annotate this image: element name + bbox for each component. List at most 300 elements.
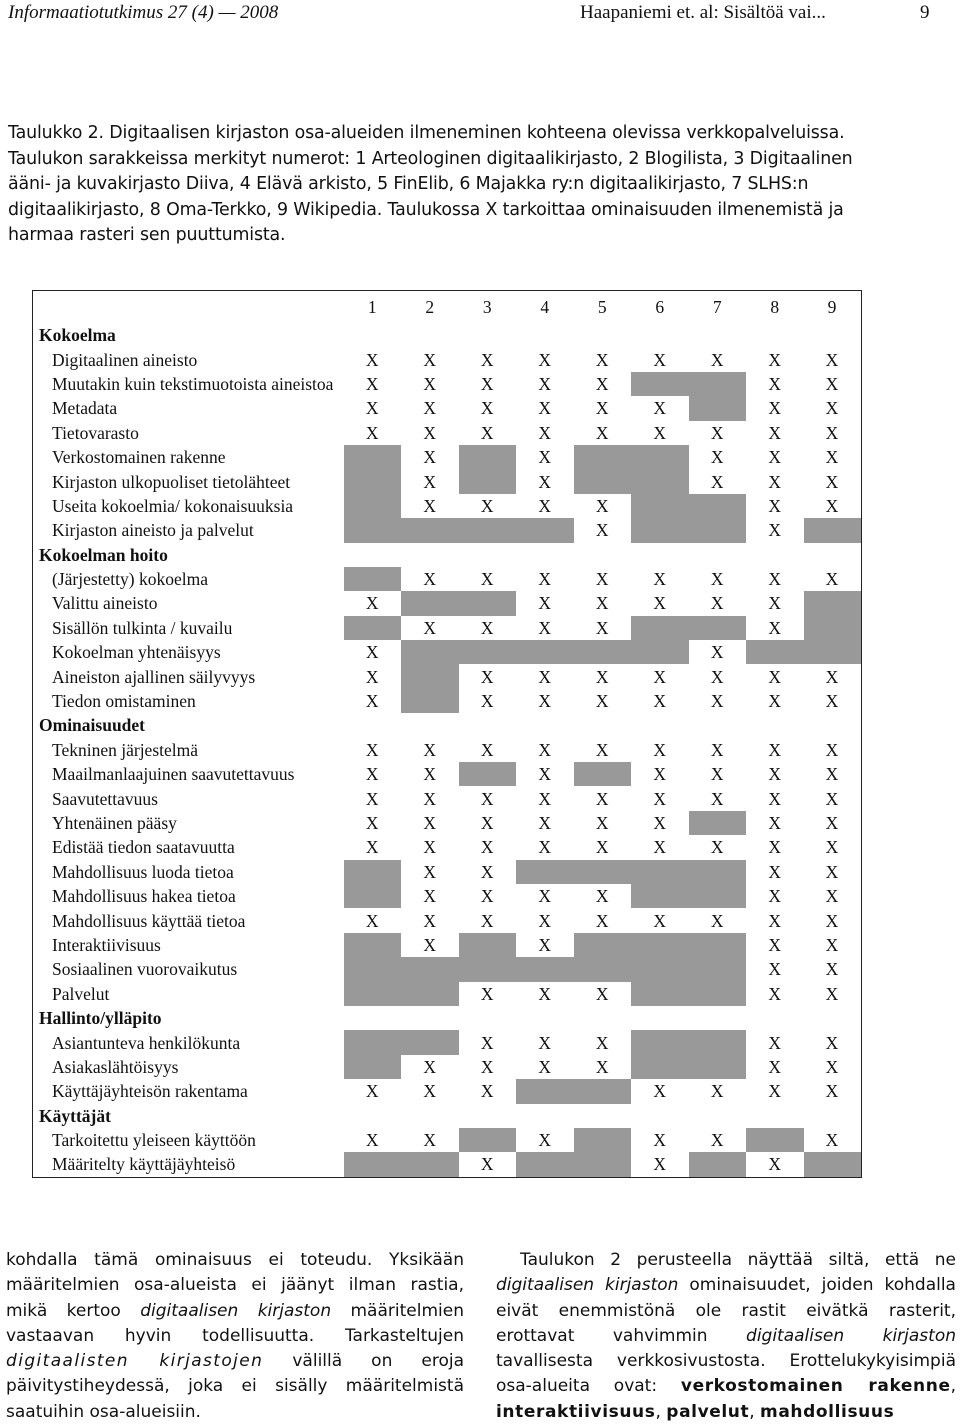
- present-cell: X: [710, 666, 724, 687]
- row-label: Tietovarasto: [52, 422, 139, 443]
- table-row: [33, 518, 862, 542]
- present-cell: X: [825, 1032, 839, 1053]
- absent-cell: [631, 616, 689, 640]
- absent-cell: [344, 469, 402, 493]
- absent-cell: [574, 1128, 632, 1152]
- present-cell: X: [653, 910, 667, 931]
- present-cell: X: [538, 886, 552, 907]
- section-header-row: [33, 1006, 862, 1030]
- present-cell: X: [825, 983, 839, 1004]
- column-number: 3: [482, 297, 492, 317]
- present-cell: X: [710, 642, 724, 663]
- caption-line: Taulukon sarakkeissa merkityt numerot: 1 Arteologinen digitaalikirjasto, 2 Blogilista, 3 Digitaalinen: [8, 148, 853, 169]
- present-cell: X: [653, 1130, 667, 1151]
- present-cell: X: [365, 398, 379, 419]
- present-cell: X: [423, 398, 437, 419]
- absent-cell: [631, 372, 689, 396]
- absent-cell: [344, 982, 402, 1006]
- present-cell: X: [825, 373, 839, 394]
- absent-cell: [459, 762, 517, 786]
- absent-cell: [804, 616, 862, 640]
- present-cell: X: [480, 788, 494, 809]
- present-cell: X: [480, 373, 494, 394]
- present-cell: X: [423, 813, 437, 833]
- column-number: 6: [655, 297, 665, 317]
- table-row: [33, 396, 862, 420]
- present-cell: X: [538, 666, 552, 687]
- absent-cell: [689, 1055, 747, 1079]
- absent-cell: [401, 664, 459, 688]
- right-paragraph: Taulukon 2 perusteella näyttää siltä, että ne digitaalisen kirjaston ominaisuudet, joiden kohdalla eivät enemmistönä ole rastit eivätkä rasterit, erottavat vahvimmin digitaalisen kirjaston tavallisesta verkkosivustosta. Erottelukykyisimpiä osa-alueita ovat: verkostomainen rakenne, interaktiivisuus, palvelut, mahdollisuus: [496, 1250, 956, 1422]
- caption-line: harmaa rasteri sen puuttumista.: [8, 225, 286, 245]
- column-number: 4: [540, 297, 550, 317]
- row-label: Tiedon omistaminen: [52, 691, 196, 712]
- row-label: Interaktiivisuus: [52, 934, 161, 955]
- present-cell: X: [595, 788, 609, 809]
- row-label: Mahdollisuus luoda tietoa: [52, 861, 234, 882]
- row-label: Kirjaston ulkopuoliset tietolähteet: [52, 471, 291, 492]
- present-cell: X: [768, 520, 782, 541]
- present-cell: X: [825, 910, 839, 931]
- present-cell: X: [480, 349, 494, 370]
- present-cell: X: [768, 373, 782, 394]
- present-cell: X: [480, 861, 494, 882]
- present-cell: X: [595, 617, 609, 638]
- column-number: 2: [425, 297, 435, 317]
- present-cell: X: [710, 837, 724, 858]
- feature-table: [32, 290, 862, 1178]
- present-cell: X: [710, 569, 724, 590]
- absent-cell: [689, 372, 747, 396]
- section-header-row: [33, 543, 862, 567]
- present-cell: X: [825, 813, 839, 833]
- table-row: [33, 469, 862, 493]
- present-cell: X: [768, 1032, 782, 1053]
- row-label: Mahdollisuus käyttää tietoa: [52, 910, 246, 931]
- present-cell: X: [825, 569, 839, 590]
- absent-cell: [574, 957, 632, 981]
- present-cell: X: [595, 886, 609, 907]
- table-row: [33, 738, 862, 762]
- section-title: Kokoelman hoito: [39, 544, 168, 565]
- present-cell: X: [480, 886, 494, 907]
- present-cell: X: [825, 691, 839, 712]
- present-cell: X: [653, 349, 667, 370]
- absent-cell: [516, 1079, 574, 1103]
- absent-cell: [574, 1152, 632, 1177]
- present-cell: X: [653, 422, 667, 443]
- absent-cell: [459, 640, 517, 664]
- absent-cell: [574, 860, 632, 884]
- present-cell: X: [825, 788, 839, 809]
- present-cell: X: [538, 422, 552, 443]
- row-label: Maailmanlaajuinen saavutettavuus: [52, 764, 295, 785]
- present-cell: X: [768, 861, 782, 882]
- present-cell: X: [538, 788, 552, 809]
- present-cell: X: [595, 739, 609, 760]
- present-cell: X: [595, 910, 609, 931]
- row-label: Aineiston ajallinen säilyvyys: [52, 666, 256, 687]
- absent-cell: [344, 494, 402, 518]
- row-label: Digitaalinen aineisto: [52, 349, 198, 370]
- section-header-row: [33, 713, 862, 737]
- header-spacer: [33, 291, 344, 324]
- absent-cell: [574, 933, 632, 957]
- present-cell: X: [480, 666, 494, 687]
- present-cell: X: [653, 569, 667, 590]
- present-cell: X: [480, 569, 494, 590]
- row-label: Edistää tiedon saatavuutta: [52, 837, 235, 858]
- table-row: [33, 591, 862, 615]
- present-cell: X: [538, 910, 552, 931]
- present-cell: X: [480, 1056, 494, 1077]
- present-cell: X: [423, 447, 437, 468]
- present-cell: X: [538, 617, 552, 638]
- present-cell: X: [768, 837, 782, 858]
- row-label: Asiantunteva henkilökunta: [52, 1032, 241, 1053]
- present-cell: X: [768, 983, 782, 1004]
- present-cell: X: [768, 569, 782, 590]
- present-cell: X: [825, 471, 839, 492]
- section-title: Käyttäjät: [39, 1105, 111, 1126]
- present-cell: X: [480, 422, 494, 443]
- table-row: [33, 640, 862, 664]
- absent-cell: [516, 957, 574, 981]
- absent-cell: [631, 884, 689, 908]
- row-label: Sosiaalinen vuorovaikutus: [52, 959, 238, 980]
- present-cell: X: [480, 837, 494, 858]
- present-cell: X: [595, 983, 609, 1004]
- absent-cell: [459, 1128, 517, 1152]
- present-cell: X: [825, 959, 839, 980]
- present-cell: X: [825, 422, 839, 443]
- author-header: Haapaniemi et. al: Sisältöä vai...: [580, 2, 826, 23]
- present-cell: X: [423, 739, 437, 760]
- absent-cell: [516, 1152, 574, 1177]
- table-row: [33, 786, 862, 810]
- table-row: [33, 616, 862, 640]
- present-cell: X: [825, 934, 839, 955]
- present-cell: X: [595, 593, 609, 614]
- absent-cell: [631, 640, 689, 664]
- table-row: [33, 835, 862, 859]
- present-cell: X: [480, 495, 494, 516]
- absent-cell: [746, 640, 804, 664]
- present-cell: X: [653, 739, 667, 760]
- body-text-left: [6, 1248, 464, 1425]
- table-row: [33, 811, 862, 835]
- present-cell: X: [710, 422, 724, 443]
- present-cell: X: [653, 691, 667, 712]
- table-row: [33, 933, 862, 957]
- absent-cell: [631, 1030, 689, 1054]
- present-cell: X: [768, 886, 782, 907]
- absent-cell: [689, 884, 747, 908]
- present-cell: X: [480, 813, 494, 833]
- table-row: [33, 567, 862, 591]
- absent-cell: [631, 957, 689, 981]
- present-cell: X: [595, 398, 609, 419]
- present-cell: X: [423, 569, 437, 590]
- present-cell: X: [825, 349, 839, 370]
- present-cell: X: [710, 764, 724, 785]
- absent-cell: [804, 591, 862, 615]
- present-cell: X: [825, 398, 839, 419]
- section-header-row: [33, 323, 862, 347]
- row-label: Tekninen järjestelmä: [52, 739, 199, 760]
- present-cell: X: [710, 691, 724, 712]
- present-cell: X: [538, 569, 552, 590]
- present-cell: X: [595, 495, 609, 516]
- present-cell: X: [768, 813, 782, 833]
- absent-cell: [344, 1055, 402, 1079]
- present-cell: X: [423, 373, 437, 394]
- present-cell: X: [538, 471, 552, 492]
- present-cell: X: [710, 788, 724, 809]
- absent-cell: [689, 860, 747, 884]
- absent-cell: [689, 396, 747, 420]
- row-label: Useita kokoelmia/ kokonaisuuksia: [52, 495, 294, 516]
- absent-cell: [401, 982, 459, 1006]
- present-cell: X: [423, 788, 437, 809]
- section-filler: [344, 1006, 862, 1030]
- present-cell: X: [653, 666, 667, 687]
- table-row: [33, 884, 862, 908]
- present-cell: X: [538, 447, 552, 468]
- column-number: 8: [770, 297, 780, 317]
- present-cell: X: [653, 788, 667, 809]
- table-row: [33, 1128, 862, 1152]
- present-cell: X: [595, 1032, 609, 1053]
- section-filler: [344, 543, 862, 567]
- present-cell: X: [423, 1081, 437, 1102]
- absent-cell: [631, 860, 689, 884]
- present-cell: X: [538, 1032, 552, 1053]
- present-cell: X: [365, 422, 379, 443]
- absent-cell: [344, 518, 402, 542]
- present-cell: X: [825, 739, 839, 760]
- present-cell: X: [480, 617, 494, 638]
- section-title: Hallinto/ylläpito: [39, 1008, 162, 1029]
- present-cell: X: [825, 837, 839, 858]
- present-cell: X: [365, 349, 379, 370]
- present-cell: X: [768, 349, 782, 370]
- present-cell: X: [365, 691, 379, 712]
- present-cell: X: [423, 764, 437, 785]
- section-filler: [344, 1104, 862, 1128]
- present-cell: X: [423, 349, 437, 370]
- present-cell: X: [365, 764, 379, 785]
- present-cell: X: [825, 886, 839, 907]
- present-cell: X: [768, 422, 782, 443]
- absent-cell: [401, 518, 459, 542]
- table-row: [33, 982, 862, 1006]
- table-row: [33, 664, 862, 688]
- present-cell: X: [653, 837, 667, 858]
- section-filler: [344, 713, 862, 737]
- present-cell: X: [768, 788, 782, 809]
- row-label: Kirjaston aineisto ja palvelut: [52, 520, 254, 541]
- column-number: 7: [712, 297, 722, 317]
- present-cell: X: [480, 910, 494, 931]
- row-label: (Järjestetty) kokoelma: [52, 569, 208, 590]
- present-cell: X: [768, 666, 782, 687]
- present-cell: X: [653, 593, 667, 614]
- present-cell: X: [423, 837, 437, 858]
- present-cell: X: [365, 593, 379, 614]
- row-label: Metadata: [52, 398, 118, 419]
- caption-line: digitaalikirjasto, 8 Oma-Terkko, 9 Wikipedia. Taulukossa X tarkoittaa ominaisuuden ilmenemistä ja: [8, 199, 844, 220]
- absent-cell: [459, 957, 517, 981]
- column-number: 9: [827, 297, 837, 317]
- present-cell: X: [365, 739, 379, 760]
- absent-cell: [516, 640, 574, 664]
- row-label: Yhtenäinen pääsy: [52, 813, 177, 833]
- absent-cell: [401, 689, 459, 713]
- absent-cell: [401, 591, 459, 615]
- present-cell: X: [423, 1130, 437, 1151]
- absent-cell: [689, 518, 747, 542]
- body-text-right: [496, 1248, 956, 1425]
- present-cell: X: [538, 398, 552, 419]
- present-cell: X: [825, 447, 839, 468]
- present-cell: X: [710, 447, 724, 468]
- present-cell: X: [768, 691, 782, 712]
- section-filler: [344, 323, 862, 347]
- present-cell: X: [423, 495, 437, 516]
- present-cell: X: [538, 739, 552, 760]
- absent-cell: [689, 494, 747, 518]
- present-cell: X: [653, 1154, 667, 1175]
- present-cell: X: [480, 398, 494, 419]
- table-row: [33, 1152, 862, 1177]
- absent-cell: [631, 469, 689, 493]
- present-cell: X: [365, 666, 379, 687]
- present-cell: X: [538, 1056, 552, 1077]
- table-row: [33, 908, 862, 932]
- present-cell: X: [595, 520, 609, 541]
- present-cell: X: [423, 617, 437, 638]
- absent-cell: [401, 640, 459, 664]
- table-row: [33, 762, 862, 786]
- present-cell: X: [538, 813, 552, 833]
- absent-cell: [631, 1055, 689, 1079]
- table-row: [33, 957, 862, 981]
- absent-cell: [344, 860, 402, 884]
- row-label: Määritelty käyttäjäyhteisö: [52, 1154, 236, 1175]
- present-cell: X: [825, 1056, 839, 1077]
- present-cell: X: [595, 666, 609, 687]
- present-cell: X: [423, 934, 437, 955]
- present-cell: X: [595, 813, 609, 833]
- absent-cell: [574, 445, 632, 469]
- present-cell: X: [595, 837, 609, 858]
- present-cell: X: [595, 373, 609, 394]
- absent-cell: [344, 1030, 402, 1054]
- absent-cell: [689, 1152, 747, 1177]
- present-cell: X: [710, 593, 724, 614]
- section-header-row: [33, 1104, 862, 1128]
- absent-cell: [344, 445, 402, 469]
- absent-cell: [746, 1128, 804, 1152]
- present-cell: X: [365, 373, 379, 394]
- table-row: [33, 689, 862, 713]
- table-row: [33, 372, 862, 396]
- present-cell: X: [595, 1056, 609, 1077]
- present-cell: X: [768, 593, 782, 614]
- journal-header: Informaatiotutkimus 27 (4) — 2008: [8, 2, 279, 23]
- present-cell: X: [365, 788, 379, 809]
- present-cell: X: [480, 739, 494, 760]
- row-label: Tarkoitettu yleiseen käyttöön: [52, 1130, 256, 1151]
- absent-cell: [689, 1030, 747, 1054]
- present-cell: X: [365, 1081, 379, 1102]
- present-cell: X: [825, 861, 839, 882]
- absent-cell: [689, 982, 747, 1006]
- absent-cell: [631, 445, 689, 469]
- present-cell: X: [653, 398, 667, 419]
- present-cell: X: [423, 471, 437, 492]
- absent-cell: [689, 957, 747, 981]
- present-cell: X: [768, 617, 782, 638]
- present-cell: X: [538, 1130, 552, 1151]
- present-cell: X: [768, 1154, 782, 1175]
- absent-cell: [574, 640, 632, 664]
- row-label: Muutakin kuin tekstimuotoista aineistoa: [52, 373, 334, 394]
- absent-cell: [344, 1152, 402, 1177]
- present-cell: X: [595, 569, 609, 590]
- row-label: Mahdollisuus hakea tietoa: [52, 886, 236, 907]
- absent-cell: [459, 933, 517, 957]
- present-cell: X: [653, 813, 667, 833]
- present-cell: X: [768, 1056, 782, 1077]
- absent-cell: [459, 591, 517, 615]
- absent-cell: [344, 567, 402, 591]
- row-label: Saavutettavuus: [52, 788, 158, 809]
- absent-cell: [344, 616, 402, 640]
- present-cell: X: [768, 398, 782, 419]
- present-cell: X: [710, 739, 724, 760]
- absent-cell: [516, 860, 574, 884]
- absent-cell: [344, 884, 402, 908]
- column-header-row: [33, 291, 862, 324]
- absent-cell: [689, 933, 747, 957]
- present-cell: X: [768, 739, 782, 760]
- present-cell: X: [423, 886, 437, 907]
- section-title: Kokoelma: [39, 325, 116, 346]
- absent-cell: [401, 1030, 459, 1054]
- table-row: [33, 1079, 862, 1103]
- absent-cell: [459, 518, 517, 542]
- absent-cell: [804, 518, 862, 542]
- present-cell: X: [768, 910, 782, 931]
- present-cell: X: [595, 422, 609, 443]
- present-cell: X: [768, 764, 782, 785]
- absent-cell: [631, 933, 689, 957]
- present-cell: X: [423, 422, 437, 443]
- present-cell: X: [423, 1056, 437, 1077]
- present-cell: X: [710, 1130, 724, 1151]
- present-cell: X: [595, 349, 609, 370]
- present-cell: X: [768, 471, 782, 492]
- absent-cell: [574, 1079, 632, 1103]
- present-cell: X: [825, 764, 839, 785]
- present-cell: X: [365, 813, 379, 833]
- present-cell: X: [480, 1081, 494, 1102]
- present-cell: X: [480, 983, 494, 1004]
- present-cell: X: [538, 764, 552, 785]
- absent-cell: [804, 640, 862, 664]
